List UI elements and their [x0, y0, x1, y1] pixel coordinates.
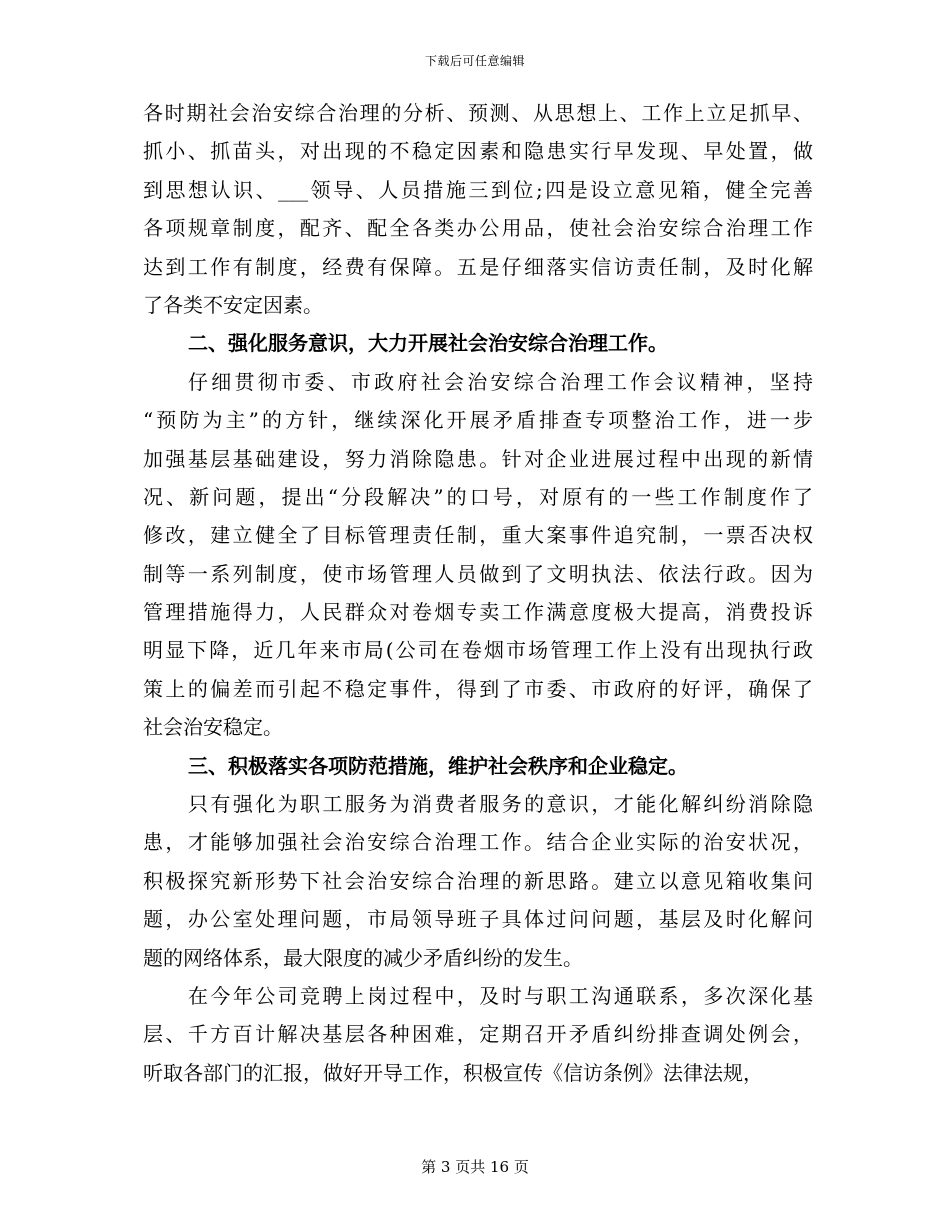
paragraph [143, 363, 813, 747]
text-line: 了各类不安定因素。 [143, 292, 323, 317]
text-line: 况、新问题，提出“分段解决”的口号，对原有的一些工作制度作了 [143, 484, 813, 509]
text-line: 题，办公室处理问题，市局领导班子具体过问问题，基层及时化解问 [143, 907, 813, 932]
paragraph [143, 785, 813, 977]
page-footer: 第 3 页共 16 页 [421, 1158, 529, 1176]
text-line: 在今年公司竞聘上岗过程中，及时与职工沟通联系，多次深化基 [188, 983, 813, 1008]
text-line: 管理措施得力，人民群众对卷烟专卖工作满意度极大提高，消费投诉 [143, 600, 813, 625]
section-heading [143, 324, 813, 362]
text-line: 各时期社会治安综合治理的分析、预测、从思想上、工作上立足抓早、 [143, 101, 813, 125]
text-line: 社会治安稳定。 [143, 715, 283, 740]
text-line: 只有强化为职工服务为消费者服务的意识，才能化解纠纷消除隐 [188, 792, 813, 817]
text-line: 三、积极落实各项防范措施，维护社会秩序和企业稳定。 [188, 753, 688, 778]
text-line: “预防为主”的方针，继续深化开展矛盾排查专项整治工作，进一步 [143, 408, 813, 433]
text-line: 抓小、抓苗头，对出现的不稳定因素和隐患实行早发现、早处置，做 [143, 139, 813, 164]
text-line: 层、千方百计解决基层各种困难，定期召开矛盾纠纷排查调处例会， [143, 1022, 813, 1047]
section-heading [143, 747, 813, 785]
text-line: 患，才能够加强社会治安综合治理工作。结合企业实际的治安状况， [143, 830, 813, 855]
text-line: 积极探究新形势下社会治安综合治理的新思路。建立以意见箱收集问 [143, 868, 813, 893]
text-line: 策上的偏差而引起不稳定事件，得到了市委、市政府的好评，确保了 [143, 676, 813, 701]
text-line: 仔细贯彻市委、市政府社会治安综合治理工作会议精神，坚持 [188, 369, 813, 394]
text-line: 达到工作有制度，经费有保障。五是仔细落实信访责任制，及时化解 [143, 254, 813, 279]
paragraph [143, 977, 813, 1092]
text-line: 加强基层基础建设，努力消除隐患。针对企业进展过程中出现的新情 [143, 446, 813, 471]
paragraph [143, 94, 813, 324]
page-header: 下载后可任意编辑 [424, 54, 525, 68]
text-line: 各项规章制度，配齐、配全各类办公用品，使社会治安综合治理工作 [143, 216, 813, 241]
document-body [143, 94, 813, 1092]
text-line: 到思想认识、___领导、人员措施三到位;四是设立意见箱，健全完善 [143, 177, 813, 202]
text-line: 制等一系列制度，使市场管理人员做到了文明执法、依法行政。因为 [143, 561, 813, 586]
text-line: 明显下降，近几年来市局(公司在卷烟市场管理工作上没有出现执行政 [143, 638, 813, 663]
text-line: 修改，建立健全了目标管理责任制，重大案事件追究制，一票否决权 [143, 523, 813, 548]
text-line: 听取各部门的汇报，做好开导工作，积极宣传《信访条例》法律法规， [143, 1060, 763, 1085]
text-line: 二、强化服务意识，大力开展社会治安综合治理工作。 [188, 331, 668, 356]
text-line: 题的网络体系，最大限度的减少矛盾纠纷的发生。 [143, 945, 583, 970]
